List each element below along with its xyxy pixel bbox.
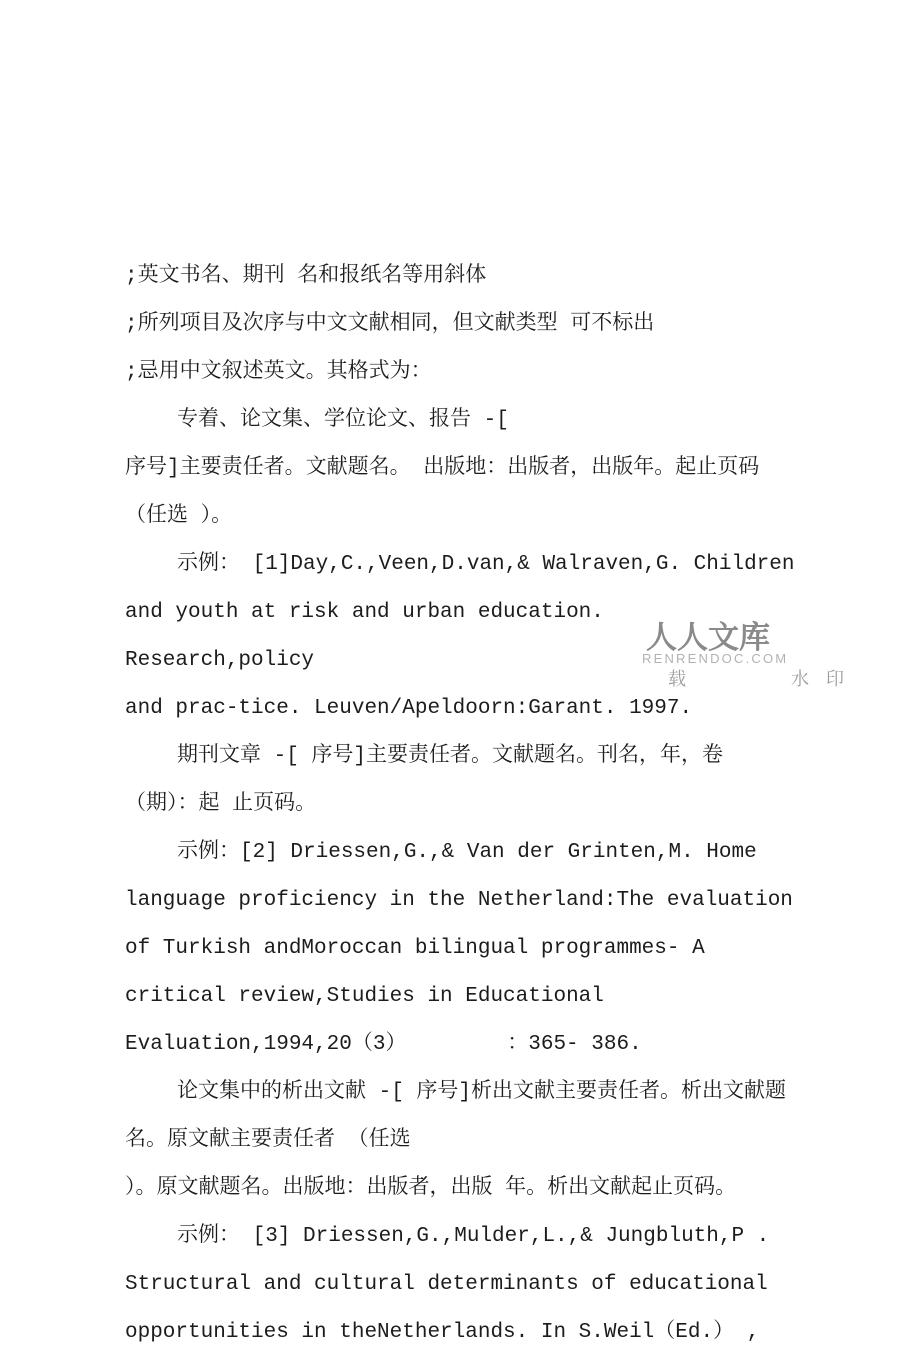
text-line: of Turkish andMoroccan bilingual programmes- A xyxy=(125,937,705,960)
text-line: 专着、论文集、学位论文、报告 -[ xyxy=(177,409,509,432)
text-line: 期刊文章 -[ 序号]主要责任者。文献题名。刊名，年，卷 xyxy=(177,745,724,768)
text-line: ;忌用中文叙述英文。其格式为： xyxy=(125,361,432,384)
text-line: （任选 ）。 xyxy=(125,505,233,528)
text-line: 示例：[2] Driessen,G.,& Van der Grinten,M. Home xyxy=(177,841,757,864)
text-line: ;所列项目及次序与中文文献相同，但文献类型 可不标出 xyxy=(125,313,655,336)
watermark-fragment: 载 xyxy=(668,669,686,689)
text-line: 示例： [3] Driessen,G.,Mulder,L.,& Jungbluth,P . xyxy=(177,1225,770,1248)
text-line: Evaluation,1994,20（3） ：365- 386. xyxy=(125,1033,642,1056)
text-line: ）。原文献题名。出版地：出版者，出版 年。析出文献起止页码。 xyxy=(125,1177,737,1200)
text-line: ;英文书名、期刊 名和报纸名等用斜体 xyxy=(125,265,487,288)
text-line: language proficiency in the Netherland:The evaluation xyxy=(125,889,793,912)
text-line: 序号]主要责任者。文献题名。 出版地：出版者，出版年。起止页码 xyxy=(125,457,760,480)
document-text-body xyxy=(125,109,797,1357)
text-line: Structural and cultural determinants of educational xyxy=(125,1273,768,1296)
text-line: 名。原文献主要责任者 （任选 xyxy=(125,1129,411,1152)
text-line: and prac-tice. Leuven/Apeldoorn:Garant. 1997. xyxy=(125,697,693,720)
text-line: 论文集中的析出文献 -[ 序号]析出文献主要责任者。析出文献题 xyxy=(177,1081,787,1104)
text-line: opportunities in theNetherlands. In S.Weil（Ed.） , xyxy=(125,1321,760,1344)
text-line: 示例： [1]Day,C.,Veen,D.van,& Walraven,G. Children xyxy=(177,553,795,576)
text-line: and youth at risk and urban education. Research,policy xyxy=(125,601,617,672)
watermark-fragment: 水 印 xyxy=(791,669,851,689)
watermark-domain-text: RENRENDOC.COM xyxy=(642,651,789,666)
watermark-logo-text: 人人文库 xyxy=(646,620,770,655)
text-line: （期）：起 止页码。 xyxy=(125,793,317,816)
text-line: critical review,Studies in Educational xyxy=(125,985,604,1008)
